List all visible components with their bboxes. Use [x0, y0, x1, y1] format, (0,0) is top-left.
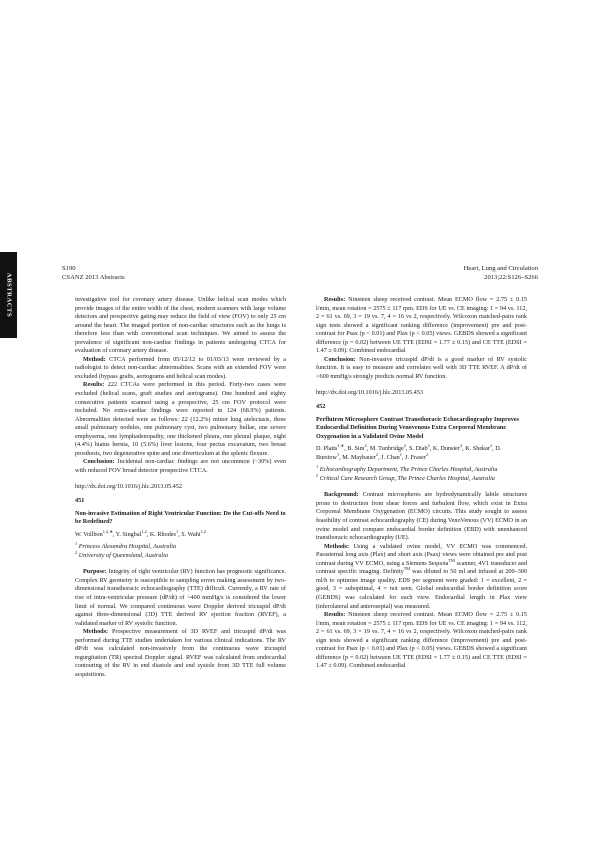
affiliation — [316, 466, 527, 475]
page-header-right — [464, 265, 538, 282]
trademark-mark: TM — [448, 557, 455, 563]
abstracts-side-tab — [0, 252, 17, 338]
author-affiliation-mark: 2 — [403, 443, 406, 449]
author-affiliation-mark: 2 — [489, 443, 493, 449]
page-header-left — [62, 265, 125, 282]
trademark-mark: TM — [403, 566, 411, 572]
results-paragraph-451 — [316, 296, 527, 356]
author-affiliation-mark: 1,2,∗ — [102, 528, 113, 534]
author: , M. Tunbridge — [366, 445, 404, 453]
author: , K. Shekar — [462, 445, 490, 453]
background-paragraph — [316, 491, 527, 542]
methods-text: was diluted to 50 ml and infused at 200–300 ml/h to optimise image quality. EDS per segment were graded: 1 = excellent, 2 = good, 3 = suboptimal, 4 = not seen. Global endocardial border definition score (GEBDS) was calculated for each view. Endocardial length in Plax view (inferolateral and anteroseptal) was measured. — [316, 568, 527, 610]
author-affiliation-mark: 1 — [175, 528, 179, 534]
conclusion-label: Conclusion: — [324, 355, 356, 363]
methods-text: scanner, 4V1 transducer and contrast specific imaging. Definity — [316, 559, 527, 576]
author: , K. Rhodes — [146, 530, 176, 538]
affiliation-text: University of Queensland, Australia — [77, 551, 168, 559]
author-affiliation-mark: 2 — [364, 443, 367, 449]
author: , D. Burstow — [316, 445, 502, 461]
methods-paragraph — [75, 356, 286, 382]
affiliation-mark: 2 — [75, 549, 78, 555]
journal-name: Heart, Lung and Circulation — [463, 265, 538, 272]
results-label: Results: — [324, 611, 346, 619]
conclusion-text: Non-invasive tricuspid dP/dt is a good marker of RV systolic function. It is easy to measure and correlates well with 3D TTE RVEF. A dP/dt of >600 mmHg/s strongly predicts normal RV function. — [316, 355, 527, 380]
author-affiliation-mark: 2 — [425, 451, 429, 457]
affiliation — [75, 543, 286, 552]
results-label: Results: — [83, 381, 105, 389]
methods-label: Methods: — [83, 628, 109, 636]
author-affiliation-mark: 2 — [375, 451, 379, 457]
affiliation-text: Critical Care Research Group, The Prince Charles Hospital, Australia — [318, 474, 495, 482]
authors-451 — [75, 528, 286, 540]
author-affiliation-mark: 1 — [336, 451, 340, 457]
author: , Y. Singbal — [112, 530, 142, 538]
affiliation-text: Echocardiography Department, The Prince Charles Hospital, Australia — [318, 466, 498, 474]
methods-paragraph-451 — [75, 628, 286, 679]
methods-label: Method: — [83, 355, 106, 363]
abstract-number-452: 452 — [316, 403, 326, 411]
conclusion-paragraph-451 — [316, 356, 527, 382]
affiliation — [316, 472, 527, 484]
doi-link-451[interactable]: http://dx.doi.org/10.1016/j.hlc.2013.05.452 — [75, 483, 182, 491]
author: , S. Diab — [405, 445, 428, 453]
results-text: 222 CTCAs were performed in this period. Forty-two cases were excluded (helical scans, graft studies and aortograms). One hundred and eighty consecutive patients scanned using a prospective, 25 cm FOV protocol were included. No extra-cardiac findings were reported in 124 (68.9%) patients. Abnormalities detected were as follows: 22 (12.2%) minor lung atelectasis, three small pulmonary nodules, one pulmonary cyst, two pulmonary bullae, one severe emphysema, one lymphadenopathy, one thickened pleura, one pleural plaque, eight (4.4%) hiatus hernia, 10 (5.6%) liver lesions, four pectus excavatum, two breast prosthesis, two degenerative spine and one diverticulum at the splenic flexure. — [75, 381, 286, 457]
author-affiliation-mark: 2 — [427, 443, 430, 449]
affiliation-text: Princess Alexandra Hospital, Australia — [77, 543, 177, 551]
abstract-title-452: Perflutren Microsphere Contrast Transthoracic Echocardiography Improves Endocardial Definition During Venovenous Extra Corporeal Membrane Oxygenation in a Validated Ovine Model — [316, 415, 519, 440]
author: , K. Dunster — [429, 445, 460, 453]
purpose-text: Integrity of right ventricular (RV) function has prognostic significance. Complex RV geometry is susceptible to sampling errors making assessment by two-dimensional transthoracic echocardiography (TTE) difficult. Currently, a RV rate of rise of intra-ventricular pressure (dP/dt) of >400 mmHg/s is considered the lower limit of normal. We compared continuous wave Doppler derived tricuspid dP/dt against three-dimensional (3D) TTE derived RV ejection fraction (RVEF), a validated marker of RV systolic function. — [75, 568, 286, 627]
conclusion-paragraph — [75, 458, 286, 475]
results-text: Nineteen sheep received contrast. Mean ECMO flow = 2.75 ± 0.15 l/min, mean rotation = 2575 ± 117 rpm. EDS for UE vs. CE imaging: 1 = 94 vs. 112, 2 = 61 vs. 69, 3 = 19 vs. 7, 4 = 16 vs 2, respectively. Wilcoxon matched-pairs rank sign tests showed a significant ranking difference (improvement) pre and post-contrast for Psax (p < 0.01) and Plax (p < 0.05) views. GEBDS showed a significant difference (p = 0.02) between UE TTE (EDSI = 1.77 ± 0.15) and CE TTE (EDSI = 1.47 ± 0.09). Combined endocardial — [316, 296, 527, 355]
affiliation-mark: 2 — [316, 472, 319, 478]
affiliation — [75, 549, 286, 561]
purpose-label: Purpose: — [83, 568, 107, 576]
results-text: Nineteen sheep received contrast. Mean ECMO flow = 2.75 ± 0.15 l/min, mean rotation = 2575 ± 117 rpm. EDS for UE vs. CE imaging: 1 = 94 vs. 112, 2 = 61 vs. 69, 3 = 19 vs. 7, 4 = 16 vs 2, respectively. Wilcoxon matched-pairs rank sign tests showed a significant ranking difference (improvement) pre and post-contrast for Psax (p < 0.01) and Plax (p < 0.05) views. GEBDS showed a significant difference (p = 0.02) between UE TTE (EDSI = 1.77 ± 0.15) and CE TTE (EDSI = 1.47 ± 0.09). Combined endocardial — [316, 611, 527, 670]
author-affiliation-mark: 1,∗ — [337, 443, 345, 449]
methods-paragraph-452 — [316, 543, 527, 611]
methods-label: Methods: — [324, 542, 350, 550]
abstract-number-451: 451 — [75, 497, 85, 505]
affiliation-mark: 1 — [75, 541, 78, 547]
results-label: Results: — [324, 296, 346, 303]
intro-paragraph: investigative tool for coronary artery disease. Unlike helical scan modes which provide images of the entire width of the chest, modern scanners with large volume detectors and prospective gating may reduce the field of view (FOV) to only 25 cm around the heart. The imaged portion of non-cardiac structures such as the lungs is therefore less than with conventional scan techniques. We aimed to assess the prevalence of significant non-cardiac findings in patients undergoing CTCA for evaluation of coronary artery disease. — [75, 296, 286, 355]
author-affiliation-mark: 2 — [459, 443, 463, 449]
author: , M. Maybauer — [339, 453, 376, 461]
results-paragraph — [75, 381, 286, 458]
conclusion-text: Incidental non-cardiac findings are not uncommon (~30%) even with reduced FOV broad detector prospective CTCA. — [75, 458, 286, 474]
background-text: Contrast microspheres are hydrodynamically labile structures prone to destruction from shear forces and turbulent flow, which exist in Extra Corporeal Membrane Oxygenation (ECMO) circuits. This study sought to assess feasibility of contrast echocardiography (CE) during VenoVenous (VV) ECMO in an ovine model and compare endocardial border definition (EBD) with unenhanced transthoracic echocardiography (UE). — [316, 491, 527, 542]
author: , B. Sim — [344, 445, 365, 453]
page-number: S190 — [62, 265, 76, 272]
abstracts-label: CSANZ 2013 Abstracts — [62, 273, 125, 281]
methods-text: Prospective measurement of 3D RVEF and tricuspid dP/dt was performed during TTE studies undertaken for various clinical indications. The RV dP/dt was calculated non-invasively from the continuous wave tricuspid regurgitation (TR) spectral Doppler signal. RVEF was calculated from endocardial contouring of the RV in end diastole and end systole from 3D TTE full volume acquisitions. — [75, 628, 286, 678]
methods-text: Using a validated ovine model, VV ECMO was commenced. Parasternal long axis (Plax) and short axis (Psax) views were obtained pre and post contrast during VV ECMO, using a Siemens Sequoia — [316, 542, 527, 567]
methods-text: CTCA performed from 05/12/12 to 01/03/13 were reviewed by a radiologist to detect non-cardiac abnormalities. Scans with an extended FOV were excluded (bypass grafts, aortograms and helical scan modes). — [75, 355, 286, 380]
author-affiliation-mark: 1 — [399, 451, 402, 457]
journal-citation: 2013;22:S126–S266 — [484, 273, 538, 281]
author: D. Platts — [316, 445, 338, 453]
author-affiliation-mark: 1,2 — [200, 528, 206, 534]
right-column — [316, 296, 527, 671]
author: , S. Wahi — [178, 530, 201, 538]
results-paragraph-452 — [316, 611, 527, 671]
side-tab-label: ABSTRACTS — [5, 272, 12, 318]
author: , J. Fraser — [401, 453, 426, 461]
author: , J. Chan — [378, 453, 400, 461]
purpose-paragraph — [75, 568, 286, 628]
doi-link-452[interactable]: http://dx.doi.org/10.1016/j.hlc.2013.05.453 — [316, 389, 423, 397]
author: W. Vollbon — [75, 530, 103, 538]
affiliation-mark: 1 — [316, 464, 319, 470]
authors-452 — [316, 445, 527, 462]
abstract-title-451: Non-invasive Estimation of Right Ventricular Function: Do the Cut-offs Need to be Redefined? — [75, 509, 286, 526]
left-column — [75, 296, 286, 679]
author-affiliation-mark: 1,2 — [141, 528, 147, 534]
conclusion-label: Conclusion: — [83, 458, 115, 466]
background-label: Background: — [324, 491, 359, 499]
